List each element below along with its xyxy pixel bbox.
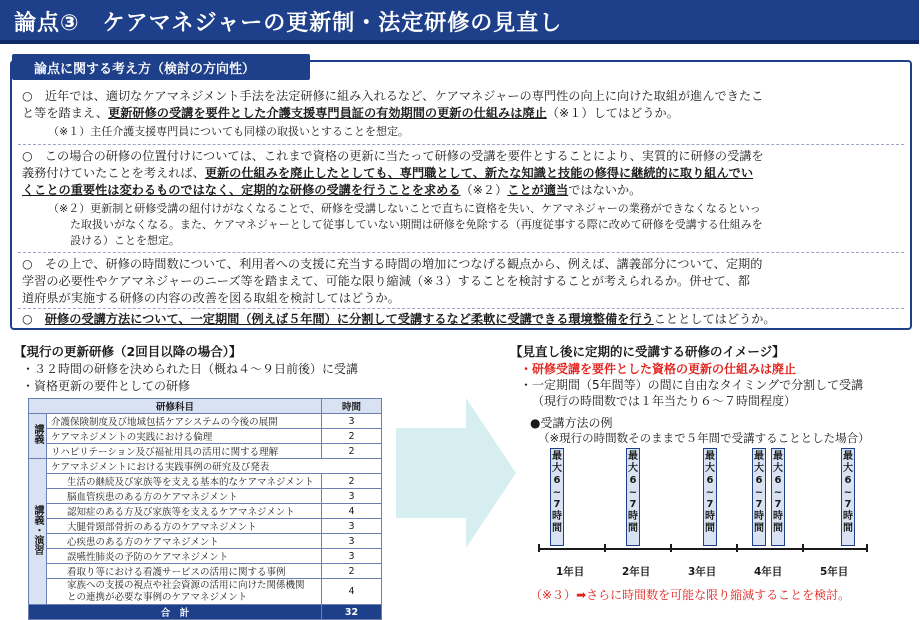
hours-cell: 4 [322, 504, 382, 519]
revised-bullet-3: （現行の時間数では１年当たり６～７時間程度） [532, 394, 797, 408]
subject-line-1: 家族への支援の視点や社会資源の活用に向けた関係機関 [67, 579, 305, 591]
timeline-tick [604, 544, 606, 552]
block-char: ~ [773, 487, 783, 498]
year-label: 3年目 [688, 566, 717, 578]
para1-line2 [22, 105, 902, 122]
total-row [29, 605, 382, 620]
current-bullet-2: ・資格更新の要件としての研修 [22, 379, 191, 393]
subject-cell-multiline [47, 579, 322, 605]
timeline-tick [538, 544, 540, 552]
footnote-ref: （※３） [530, 588, 577, 602]
schedule-block-year2 [626, 448, 640, 546]
block-char: ~ [705, 487, 715, 498]
table-row [29, 444, 382, 459]
block-char: 間 [754, 523, 764, 534]
block-char: 大 [773, 463, 783, 474]
hours-cell: 3 [322, 414, 382, 429]
para2-line3-mid: （※２） [460, 183, 508, 197]
block-char: 6 [755, 475, 763, 486]
block-char: 間 [552, 523, 562, 534]
footnote-3 [530, 586, 850, 603]
group-lecture-exercise-label: 講義・演習 [32, 504, 43, 555]
para4-post: こととしてはどうか。 [653, 312, 776, 326]
block-char: 大 [705, 463, 715, 474]
current-bullet-1: ・３２時間の研修を決められた日（概ね４～９日前後）に受講 [22, 362, 359, 376]
schedule-block-year1 [550, 448, 564, 546]
timeline-axis [538, 548, 868, 550]
block-char: 最 [628, 451, 638, 462]
block-char: 7 [844, 499, 852, 510]
total-label: 合 計 [29, 605, 322, 620]
group-lecture [29, 414, 47, 459]
block-char: 7 [755, 499, 763, 510]
block-char: 6 [774, 475, 782, 486]
para2-line2-pre: 義務付けていたことを考えれば、 [22, 166, 205, 180]
subgroup-header: ケアマネジメントにおける実践事例の研究及び発表 [47, 459, 382, 474]
para2-line2 [22, 165, 902, 182]
block-char: 最 [754, 451, 764, 462]
example-note: （※現行の時間数そのままで５年間で受講することとした場合） [538, 431, 870, 445]
block-char: 大 [628, 463, 638, 474]
para1-line2-post: （※１）してはどうか。 [546, 106, 679, 120]
schedule-block-year4b [771, 448, 785, 546]
block-char: 時 [773, 511, 783, 522]
group-lecture-exercise [29, 459, 47, 605]
timeline-tick [802, 544, 804, 552]
block-char: 大 [843, 463, 853, 474]
page-title: 論点③ ケアマネジャーの更新制・法定研修の見直し [14, 11, 563, 36]
para2-line3 [22, 182, 902, 199]
arrow-right-icon: ➡ [576, 588, 587, 602]
timeline-tick [866, 544, 868, 552]
example-title: ●受講方法の例 [530, 416, 613, 430]
block-char: 時 [754, 511, 764, 522]
subject-cell: 生活の継続及び家族等を支える基本的なケアマネジメント [47, 474, 322, 489]
block-char: 間 [843, 523, 853, 534]
hours-cell: 2 [322, 564, 382, 579]
divider [18, 144, 904, 145]
para3-line1: ○ その上で、研修の時間数について、利用者への支援に充当する時間の増加につなげる観点から、例えば、講義部分について、定期的 [22, 257, 763, 271]
para2-line3-emphasis2: ことが適当 [507, 183, 569, 197]
hours-cell: 4 [322, 579, 382, 605]
block-char: 大 [552, 463, 562, 474]
year-label: 2年目 [622, 566, 651, 578]
hours-cell: 2 [322, 429, 382, 444]
header-hours: 時間 [322, 399, 382, 414]
schedule-block-year5 [841, 448, 855, 546]
block-char: 時 [552, 511, 562, 522]
para1-line2-pre: と等を踏まえ、 [22, 106, 109, 120]
subject-cell: ケアマネジメントの実践における倫理 [47, 429, 322, 444]
revised-training-title: 【見直し後に定期的に受講する研修のイメージ】 [510, 344, 785, 359]
block-char: 7 [629, 499, 637, 510]
block-char: ~ [552, 487, 562, 498]
note1: （※１）主任介護支援専門員についても同様の取扱いとすることを想定。 [48, 125, 409, 138]
block-char: 最 [552, 451, 562, 462]
group-lecture-label: 講義 [32, 424, 43, 444]
para4-pre: ○ [22, 312, 45, 326]
table-row [29, 459, 382, 474]
schedule-block-year4a [752, 448, 766, 546]
block-char: 最 [773, 451, 783, 462]
total-hours: 32 [322, 605, 382, 620]
subject-cell: 心疾患のある方のケアマネジメント [47, 534, 322, 549]
revised-bullet-2: ・一定期間（5年間等）の間に自由なタイミングで分割して受講 [520, 378, 864, 392]
subject-line-2: との連携が必要な事例のケアマネジメント [67, 591, 248, 603]
para1-line2-emphasis: 更新研修の受講を要件とした介護支援専門員証の有効期間の更新の仕組みは廃止 [108, 106, 547, 120]
note2-line2: た取扱いがなくなる。また、ケアマネジャーとして従事していない期間は研修を免除する（再度従事する際に改めて研修を受講する仕組みを [70, 218, 763, 231]
year-label: 5年目 [820, 566, 849, 578]
para3-line2: 学習の必要性やケアマネジャーのニーズ等を踏まえて、可能な限り縮減（※３）することを検討することが考えられるか。併せて、都 [22, 274, 750, 288]
subject-cell: 介護保険制度及び地域包括ケアシステムの今後の展開 [47, 414, 322, 429]
table-header-row [29, 399, 382, 414]
subject-cell: 脳血管疾患のある方のケアマネジメント [47, 489, 322, 504]
para2-line2-emphasis: 更新の仕組みを廃止したとしても、専門職として、新たな知識と技能の修得に継続的に取り組んでい [204, 166, 754, 180]
header-bar [0, 0, 919, 44]
year-label: 1年目 [556, 566, 585, 578]
hours-cell: 3 [322, 549, 382, 564]
table-row [29, 474, 382, 489]
table-row [29, 519, 382, 534]
table-row [29, 534, 382, 549]
block-char: ~ [754, 487, 764, 498]
block-char: 時 [843, 511, 853, 522]
table-row [29, 489, 382, 504]
para2-line3-post: ではないか。 [568, 183, 642, 197]
block-char: 6 [629, 475, 637, 486]
para4-emphasis: 研修の受講方法について、一定期間（例えば５年間）に分割して受講するなど柔軟に受講できる環境整備を行う [44, 312, 654, 326]
block-char: 最 [705, 451, 715, 462]
para2-line3-emphasis: くことの重要性は変わるものではなく、定期的な研修の受講を行うことを求める [22, 183, 461, 197]
divider [18, 252, 904, 253]
block-char: 7 [774, 499, 782, 510]
hours-cell: 3 [322, 489, 382, 504]
note2-line1: （※２）更新制と研修受講の紐付けがなくなることで、研修を受講しないことで直ちに資格を失い、ケアマネジャーの業務ができなくなるといっ [48, 202, 761, 215]
block-char: 時 [628, 511, 638, 522]
block-char: 6 [553, 475, 561, 486]
year-label: 4年目 [754, 566, 783, 578]
block-char: 間 [705, 523, 715, 534]
subject-cell: 誤嚥性肺炎の予防のケアマネジメント [47, 549, 322, 564]
divider [18, 308, 904, 309]
subject-cell: 看取り等における看護サービスの活用に関する事例 [47, 564, 322, 579]
block-char: 最 [843, 451, 853, 462]
hours-cell: 2 [322, 474, 382, 489]
block-char: 7 [706, 499, 714, 510]
header-subject: 研修科目 [29, 399, 322, 414]
schedule-block-year3 [703, 448, 717, 546]
block-char: ~ [843, 487, 853, 498]
timeline-tick [736, 544, 738, 552]
current-training-title: 【現行の更新研修（2回目以降の場合）】 [14, 344, 242, 359]
para1-line1: ○ 近年では、適切なケアマネジメント手法を法定研修に組み入れるなど、ケアマネジャーの専門性の向上に向けた取組が進んできたこ [22, 89, 764, 103]
para3-line3: 道府県が実施する研修の内容の改善を図る取組を検討してはどうか。 [22, 291, 400, 305]
table-row [29, 414, 382, 429]
timeline-tick [670, 544, 672, 552]
footnote-text: さらに時間数を可能な限り縮減することを検討。 [586, 588, 851, 602]
subject-cell: 認知症のある方及び家族等を支えるケアマネジメント [47, 504, 322, 519]
block-char: 6 [706, 475, 714, 486]
hours-cell: 2 [322, 444, 382, 459]
table-row [29, 504, 382, 519]
panel-tab-label: 論点に関する考え方（検討の方向性） [12, 54, 310, 80]
note2-line3: 設ける）ことを想定。 [70, 234, 180, 247]
table-row [29, 429, 382, 444]
para4 [22, 311, 902, 328]
block-char: 間 [628, 523, 638, 534]
subject-cell: リハビリテーション及び福祉用具の活用に関する理解 [47, 444, 322, 459]
block-char: 時 [705, 511, 715, 522]
block-char: 7 [553, 499, 561, 510]
training-table [28, 398, 382, 620]
hours-cell: 3 [322, 519, 382, 534]
block-char: 間 [773, 523, 783, 534]
table-row [29, 564, 382, 579]
subject-cell: 大腿骨頸部骨折のある方のケアマネジメント [47, 519, 322, 534]
block-char: 大 [754, 463, 764, 474]
revised-bullet-1: ・研修受講を要件とした資格の更新の仕組みは廃止 [520, 362, 797, 376]
hours-cell: 3 [322, 534, 382, 549]
block-char: ~ [628, 487, 638, 498]
para2-line1: ○ この場合の研修の位置付けについては、これまで資格の更新に当たって研修の受講を要件とすることにより、実質的に研修の受講を [22, 149, 764, 163]
block-char: 6 [844, 475, 852, 486]
table-row [29, 579, 382, 605]
transition-arrow-icon [396, 398, 516, 548]
table-row [29, 549, 382, 564]
